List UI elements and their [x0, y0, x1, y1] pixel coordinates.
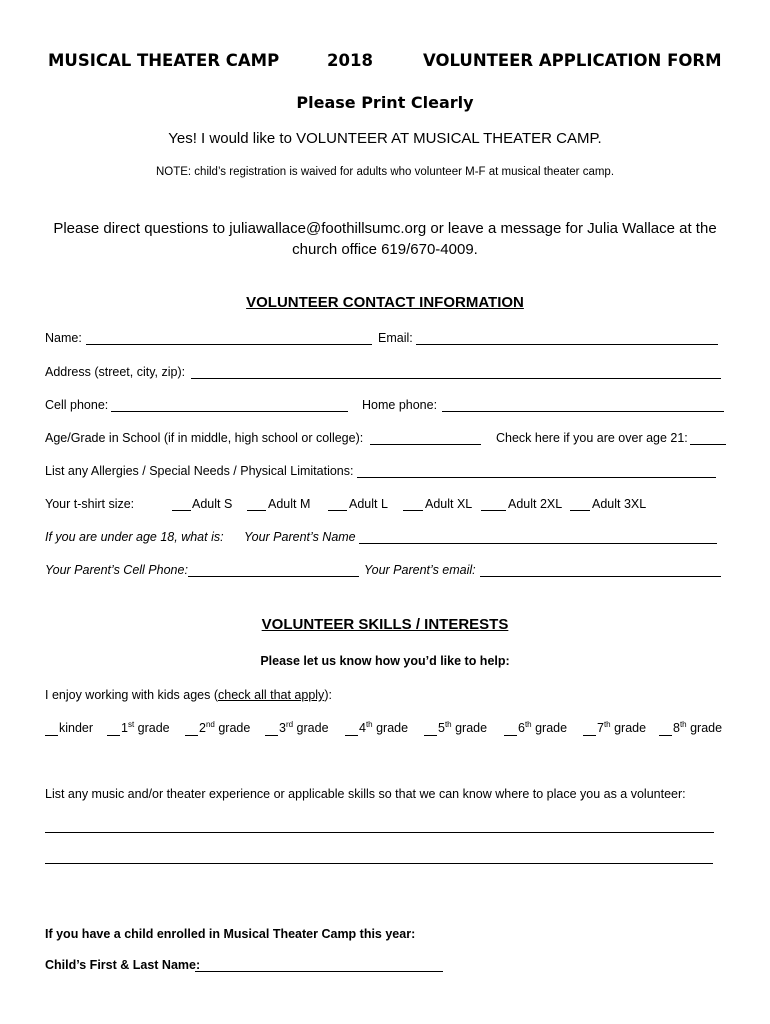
- form-subtitle: Please Print Clearly: [296, 93, 474, 112]
- kids-ages-close: ):: [324, 688, 332, 702]
- grade-6-blank[interactable]: [504, 735, 517, 736]
- form-title-application: VOLUNTEER APPLICATION FORM: [423, 51, 722, 70]
- form-title-year: 2018: [327, 51, 373, 70]
- size-adult-s-blank[interactable]: [172, 510, 191, 511]
- size-adult-l: Adult L: [349, 497, 388, 511]
- kids-ages-label: [45, 688, 332, 702]
- home-phone-label: Home phone:: [362, 398, 438, 412]
- over-21-checkbox[interactable]: [690, 444, 726, 445]
- grade-5-blank[interactable]: [424, 735, 437, 736]
- skills-section-heading: VOLUNTEER SKILLS / INTERESTS: [261, 616, 509, 633]
- size-adult-xl: Adult XL: [425, 497, 473, 511]
- parent-cell-label: Your Parent’s Cell Phone:: [45, 563, 188, 577]
- address-label: Address (street, city, zip):: [45, 365, 186, 379]
- help-prompt: Please let us know how you’d like to help:: [260, 654, 510, 668]
- under-18-label: If you are under age 18, what is:: [45, 530, 224, 544]
- parent-name-label: Your Parent’s Name: [244, 530, 356, 544]
- cell-phone-label: Cell phone:: [45, 398, 109, 412]
- child-enrolled-label: If you have a child enrolled in Musical Theater Camp this year:: [45, 927, 416, 941]
- grade-kinder: kinder: [59, 721, 94, 735]
- parent-email-label: Your Parent’s email:: [364, 563, 476, 577]
- child-name-label: Child’s First & Last Name:: [45, 958, 201, 972]
- grade-4-blank[interactable]: [345, 735, 358, 736]
- experience-label: List any music and/or theater experience or applicable skills so that we can know where to place you as a volunteer:: [45, 787, 686, 801]
- experience-field-line-2[interactable]: [45, 863, 713, 864]
- age-grade-field[interactable]: [370, 444, 481, 445]
- email-field[interactable]: [416, 344, 718, 345]
- parent-cell-field[interactable]: [188, 576, 359, 577]
- size-adult-3xl: Adult 3XL: [592, 497, 647, 511]
- name-label: Name:: [45, 331, 82, 345]
- grade-2-blank[interactable]: [185, 735, 198, 736]
- grade-7-blank[interactable]: [583, 735, 596, 736]
- email-label: Email:: [378, 331, 413, 345]
- grade-7: 7th grade: [597, 719, 647, 735]
- parent-name-field[interactable]: [359, 543, 717, 544]
- registration-note: NOTE: child’s registration is waived for adults who volunteer M-F at musical theater camp.: [155, 166, 615, 178]
- grade-kinder-blank[interactable]: [45, 735, 58, 736]
- cell-phone-field[interactable]: [111, 411, 348, 412]
- child-name-field[interactable]: [195, 971, 443, 972]
- grade-1: 1st grade: [121, 719, 170, 735]
- size-adult-m-blank[interactable]: [247, 510, 266, 511]
- volunteer-yes-statement: Yes! I would like to VOLUNTEER AT MUSICAL THEATER CAMP.: [168, 130, 602, 147]
- grade-8: 8th grade: [673, 719, 723, 735]
- grade-8-blank[interactable]: [659, 735, 672, 736]
- kids-ages-intro: I enjoy working with kids ages (: [45, 688, 218, 702]
- check-all-that-apply: check all that apply: [218, 688, 325, 702]
- over-21-label: Check here if you are over age 21:: [496, 431, 688, 445]
- grade-3-blank[interactable]: [265, 735, 278, 736]
- size-adult-m: Adult M: [268, 497, 311, 511]
- questions-contact-text: Please direct questions to juliawallace@foothillsumc.org or leave a message for Julia Wallace at the church office 619/670-4009.: [53, 220, 717, 258]
- contact-section-heading: VOLUNTEER CONTACT INFORMATION: [246, 294, 524, 311]
- home-phone-field[interactable]: [442, 411, 724, 412]
- age-grade-label: Age/Grade in School (if in middle, high school or college):: [45, 431, 364, 445]
- tshirt-size-label: Your t-shirt size:: [45, 497, 135, 511]
- size-adult-xl-blank[interactable]: [403, 510, 423, 511]
- grade-5: 5th grade: [438, 719, 488, 735]
- size-adult-2xl-blank[interactable]: [481, 510, 506, 511]
- size-adult-2xl: Adult 2XL: [508, 497, 563, 511]
- size-adult-s: Adult S: [192, 497, 233, 511]
- grade-3: 3rd grade: [279, 719, 329, 735]
- grade-4: 4th grade: [359, 719, 409, 735]
- grade-6: 6th grade: [518, 719, 568, 735]
- grade-2: 2nd grade: [199, 719, 251, 735]
- size-adult-3xl-blank[interactable]: [570, 510, 590, 511]
- allergies-label: List any Allergies / Special Needs / Physical Limitations:: [45, 464, 354, 478]
- size-adult-l-blank[interactable]: [328, 510, 347, 511]
- address-field[interactable]: [191, 378, 721, 379]
- grade-1-blank[interactable]: [107, 735, 120, 736]
- name-field[interactable]: [86, 344, 372, 345]
- allergies-field[interactable]: [357, 477, 716, 478]
- experience-field-line-1[interactable]: [45, 832, 714, 833]
- parent-email-field[interactable]: [480, 576, 721, 577]
- form-title-camp: MUSICAL THEATER CAMP: [48, 51, 280, 70]
